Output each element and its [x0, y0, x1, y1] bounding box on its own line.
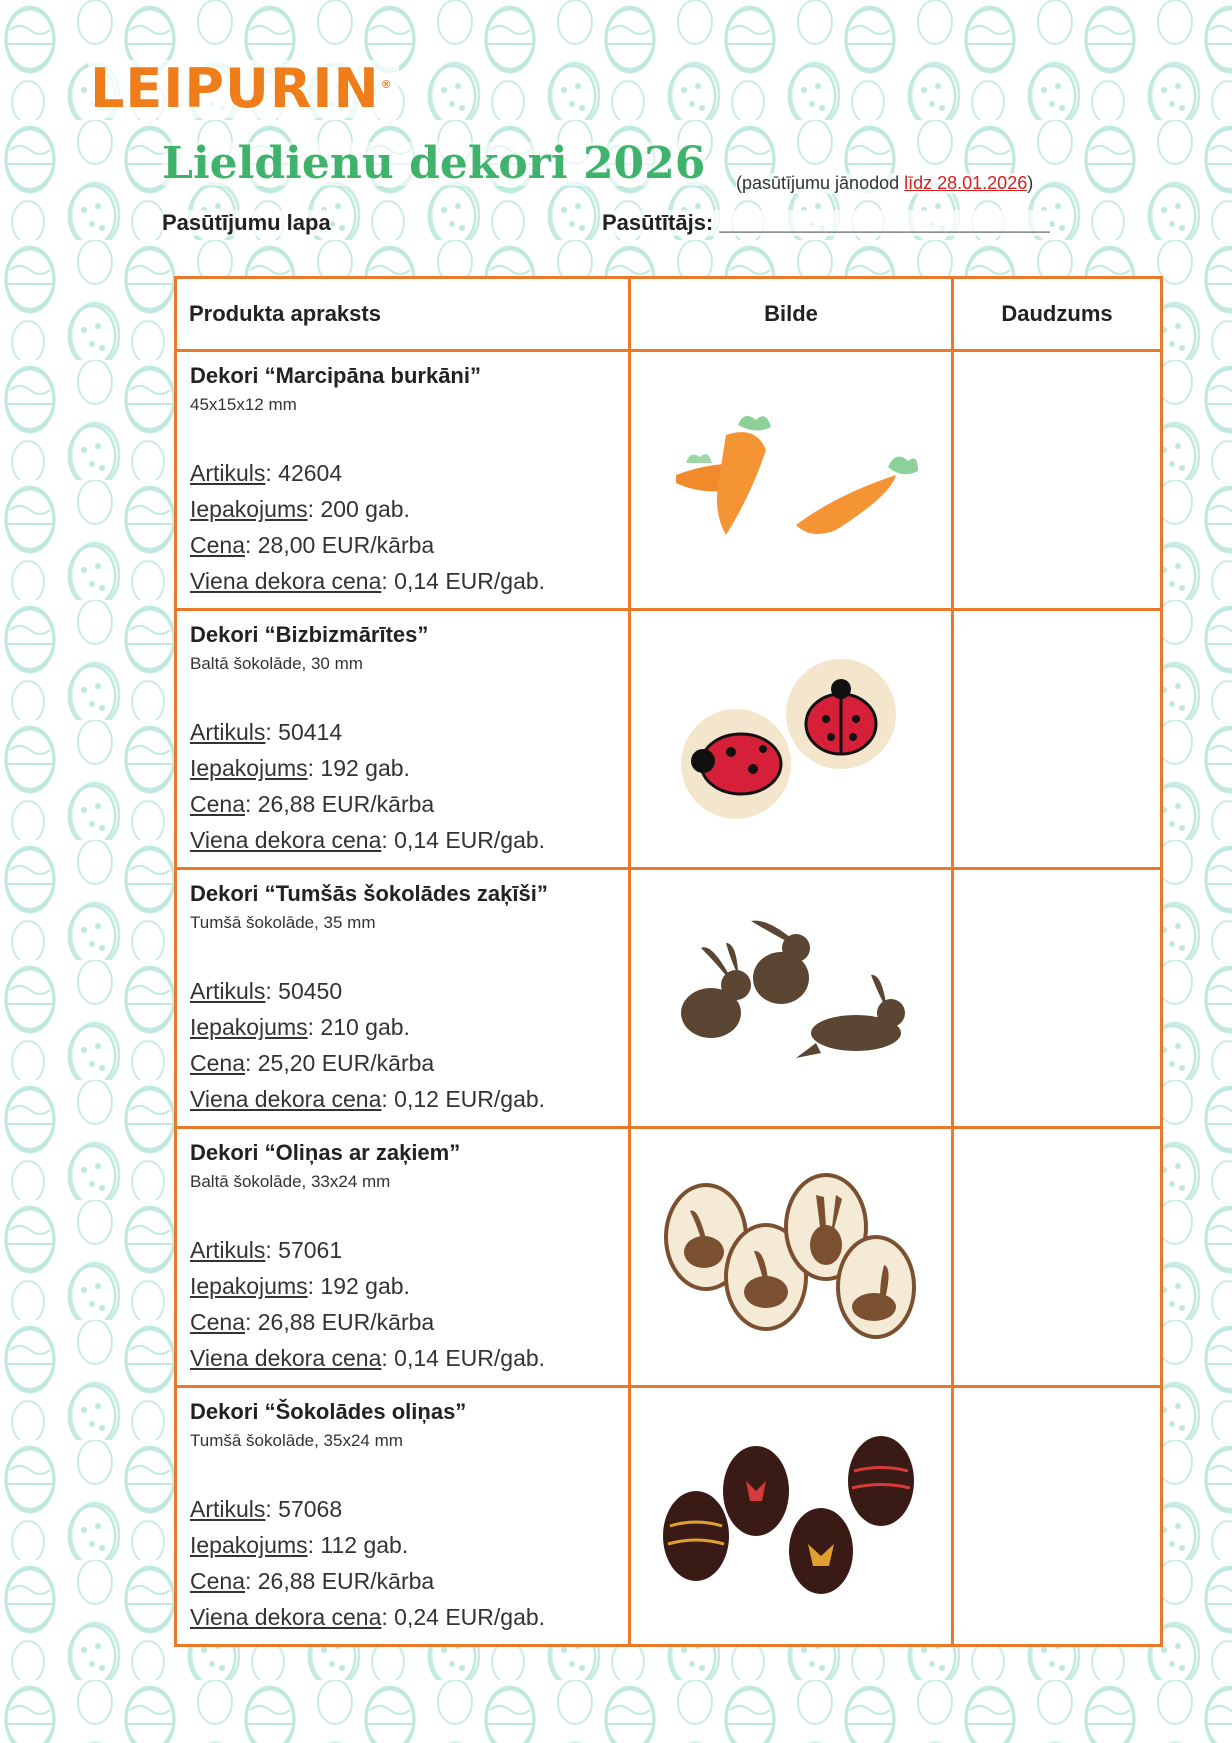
product-specs: Artikuls: 57061 Iepakojums: 192 gab. Cena: 26,88 EUR/kārba Viena dekora cena: 0,14 EUR/gab.: [190, 1237, 546, 1371]
product-specs: Artikuls: 57068 Iepakojums: 112 gab. Cena: 26,88 EUR/kārba Viena dekora cena: 0,24 EUR/gab.: [190, 1496, 546, 1630]
order-deadline: (pasūtījumu jānodod līdz 28.01.2026): [736, 173, 1034, 193]
column-header-quantity: Daudzums: [953, 278, 1162, 351]
product-description-cell: [176, 610, 630, 869]
product-description-cell: [176, 1128, 630, 1387]
product-detail: 45x15x12 mm: [190, 395, 297, 415]
carrot-icon: [656, 405, 926, 555]
product-description-cell: [176, 351, 630, 610]
page-title: Lieldienu dekori 2026: [162, 138, 706, 189]
chocolate-egg-icon: [656, 1426, 926, 1606]
quantity-cell[interactable]: [953, 1128, 1162, 1387]
product-description-cell: [176, 1387, 630, 1646]
product-description-cell: [176, 869, 630, 1128]
quantity-cell[interactable]: [953, 610, 1162, 869]
column-header-image: Bilde: [630, 278, 953, 351]
product-detail: Tumšā šokolāde, 35x24 mm: [190, 1431, 403, 1451]
product-detail: Baltā šokolāde, 30 mm: [190, 654, 363, 674]
table-row: [176, 351, 1162, 610]
product-detail: Tumšā šokolāde, 35 mm: [190, 913, 376, 933]
table-row: [176, 1387, 1162, 1646]
product-image-cell: [630, 869, 953, 1128]
column-header-description: Produkta apraksts: [176, 278, 630, 351]
product-image-cell: [630, 1128, 953, 1387]
product-name: Dekori “Bizbizmārītes”: [190, 622, 429, 647]
order-table: [174, 276, 1163, 1647]
product-image-cell: [630, 351, 953, 610]
quantity-cell[interactable]: [953, 351, 1162, 610]
ladybug-icon: [671, 649, 911, 829]
product-specs: Artikuls: 50414 Iepakojums: 192 gab. Cena: 26,88 EUR/kārba Viena dekora cena: 0,14 EUR/gab.: [190, 719, 546, 853]
deadline-date: līdz 28.01.2026: [904, 173, 1028, 193]
product-specs: Artikuls: 42604 Iepakojums: 200 gab. Cena: 28,00 EUR/kārba Viena dekora cena: 0,14 EUR/gab.: [190, 460, 546, 594]
table-row: [176, 1128, 1162, 1387]
leipurin-logo: LEIPURIN®: [88, 60, 399, 118]
product-specs: Artikuls: 50450 Iepakojums: 210 gab. Cena: 25,20 EUR/kārba Viena dekora cena: 0,12 EUR/gab.: [190, 978, 546, 1112]
product-image-cell: [630, 1387, 953, 1646]
bunny-egg-icon: [656, 1167, 926, 1347]
order-sheet-label: Pasūtījumu lapa: [162, 210, 331, 235]
product-image-cell: [630, 610, 953, 869]
bunny-icon: [656, 913, 926, 1083]
table-header-row: [176, 278, 1162, 351]
quantity-cell[interactable]: [953, 869, 1162, 1128]
table-row: [176, 869, 1162, 1128]
product-name: Dekori “Tumšās šokolādes zaķīši”: [190, 881, 548, 906]
product-name: Dekori “Marcipāna burkāni”: [190, 363, 481, 388]
orderer-field[interactable]: Pasūtītājs: ___________________________: [602, 210, 1050, 235]
table-row: [176, 610, 1162, 869]
product-name: Dekori “Oliņas ar zaķiem”: [190, 1140, 461, 1165]
quantity-cell[interactable]: [953, 1387, 1162, 1646]
product-detail: Baltā šokolāde, 33x24 mm: [190, 1172, 391, 1192]
product-name: Dekori “Šokolādes oliņas”: [190, 1399, 467, 1424]
